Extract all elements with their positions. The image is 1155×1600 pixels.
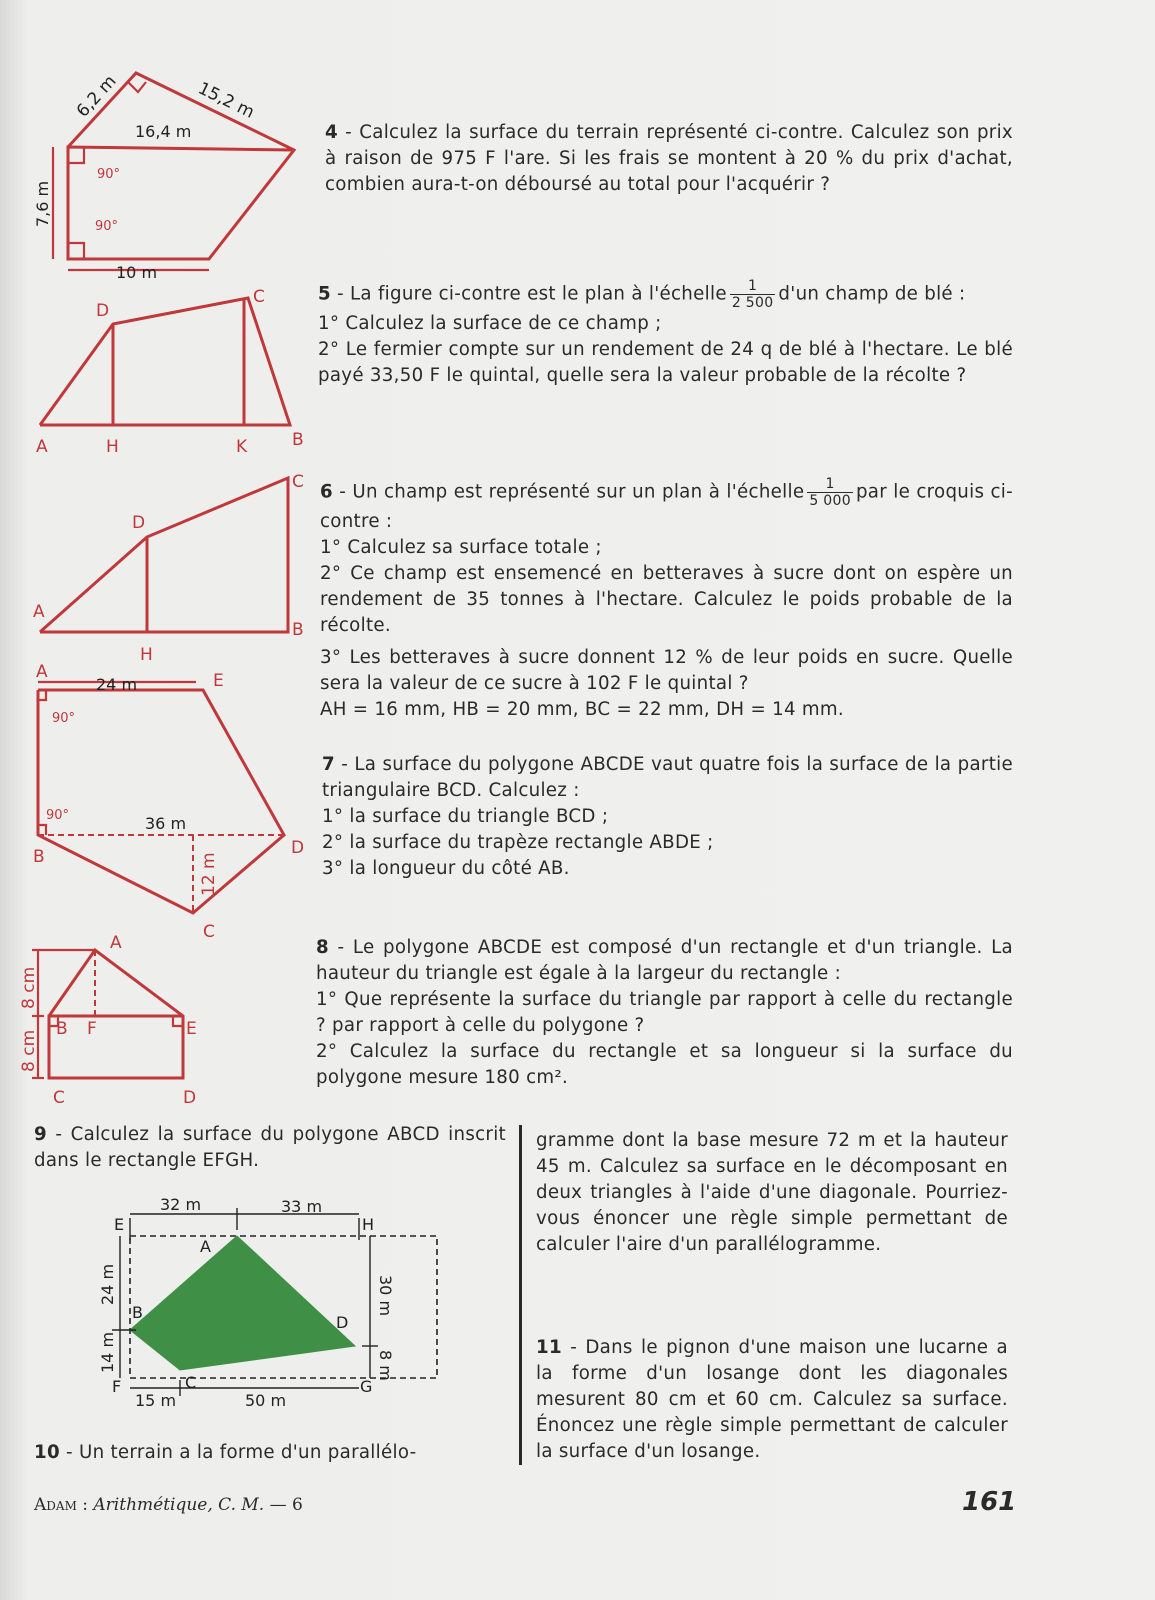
fig5-vertex-h: H <box>106 437 119 457</box>
fig8-label-bottom-height: 8 cm <box>19 1029 39 1072</box>
fig5-vertex-d: D <box>96 301 110 321</box>
problem-7-intro: La surface du polygone ABCDE vaut quatre fois la surface de la partie triangulaire BCD. Calculez : <box>322 754 1013 801</box>
problem-5-q2: 2° Le fermier compte sur un rendement de 24 q de blé à l'hectare. Le blé payé 33,50 F le quintal, quelle sera la valeur probable de la récolte ? <box>318 339 1013 386</box>
problem-9: 9 - Calculez la surface du polygone ABCD inscrit dans le rectangle EFGH. <box>34 1124 506 1171</box>
footer-author: Adam <box>34 1495 77 1515</box>
scale-numerator: 1 <box>730 278 776 295</box>
fig4-label-height: 7,6 m <box>33 180 52 227</box>
problem-4-text: Calculez la surface du terrain représenté ci-contre. Calculez son prix à raison de 975 F l'are. Si les frais se montent à 20 % du prix d'achat, combien aura-t-on déboursé au total pour l'acquérir ? <box>325 122 1013 195</box>
problem-7-q1: 1° la surface du triangle BCD ; <box>322 806 609 827</box>
fig4-label-slope: 15,2 m <box>194 78 258 123</box>
problem-5-intro: La figure ci-contre est le plan à l'échelle <box>350 283 727 305</box>
fig7-vertex-d: D <box>291 838 305 858</box>
fig5-vertex-b: B <box>292 430 304 450</box>
fig9-label-right-1: 30 m <box>376 1275 395 1317</box>
fig8-vertex-a: A <box>110 933 122 953</box>
column-separator <box>519 1125 522 1465</box>
scale-numerator: 1 <box>807 476 853 493</box>
fig4-label-side: 6,2 m <box>72 71 121 122</box>
problem-9-number: 9 <box>34 1124 47 1145</box>
problem-10-text-cont: gramme dont la base mesure 72 m et la hauteur 45 m. Calculez sa surface en le décomposant en deux triangles à l'aide d'une diagonale. Pourriez-vous énoncer une règle simple permettant de calculer l'aire d'un parallélogramme. <box>536 1130 1008 1255</box>
problem-6-q1: 1° Calculez sa surface totale ; <box>320 537 602 558</box>
figure-problem-7 <box>0 660 320 950</box>
polygon-abcd <box>130 1236 355 1370</box>
problem-10-text-start: Un terrain a la forme d'un parallélo- <box>78 1442 417 1463</box>
fig6-vertex-a: A <box>33 602 45 622</box>
fig7-label-height: 12 m <box>199 852 219 896</box>
fig8-vertex-c: C <box>53 1088 65 1108</box>
problem-10-number: 10 <box>34 1442 60 1463</box>
fig7-vertex-c: C <box>203 922 215 942</box>
fig9-vertex-d: D <box>336 1313 349 1332</box>
fig9-label-top-1: 32 m <box>160 1195 202 1214</box>
problem-6-q2: 2° Ce champ est ensemencé en betteraves à sucre dont on espère un rendement de 35 tonnes à l'hectare. Calculez le poids probable de la récolte. <box>320 563 1013 636</box>
fig7-vertex-b: B <box>33 847 45 867</box>
fig5-vertex-c: C <box>253 287 265 307</box>
problem-5-q1: 1° Calculez la surface de ce champ ; <box>318 313 662 334</box>
problem-10-continued <box>536 1128 1008 1258</box>
problem-4: 4 - Calculez la surface du terrain représenté ci-contre. Calculez son prix à raison de 975 F l'are. Si les frais se montent à 20 % du prix d'achat, combien aura-t-on déboursé au total pour l'acquérir ? <box>325 122 1013 195</box>
problem-6-measures: AH = 16 mm, HB = 20 mm, BC = 22 mm, DH = 14 mm. <box>320 699 845 720</box>
problem-6-intro: Un champ est représenté sur un plan à l'échelle <box>352 481 805 503</box>
problem-6: 6 - Un champ est représenté sur un plan à l'échelle $\frac{1}{5 000}$ par le croquis ci-contre : 1° Calculez sa surface totale ; 2° Ce champ est ensemencé en betteraves à sucre dont on espère un rendement de 35 tonnes à l'hectare. Calculez le poids probable de la récolte. 3° Les betteraves à sucre donnent 12 % de leur poids en sucre. Quelle sera la valeur de ce sucre à 102 F le quintal ? AH = 16 mm, HB = 20 mm, BC = 22 mm, DH = 14 mm. <box>320 476 1013 723</box>
problem-7: 7 - La surface du polygone ABCDE vaut quatre fois la surface de la partie triangulaire BCD. Calculez : 1° la surface du triangle BCD ; 2° la surface du trapèze rectangle ABDE ; 3° la longueur du côté AB. <box>322 752 1013 882</box>
problem-11-number: 11 <box>536 1337 562 1358</box>
fig8-vertex-d: D <box>183 1088 197 1108</box>
scale-denominator: 2 500 <box>731 295 774 311</box>
problem-8-intro: Le polygone ABCDE est composé d'un rectangle et d'un triangle. La hauteur du triangle est égale à la largeur du rectangle : <box>316 937 1013 984</box>
footer-volume: — 6 <box>264 1495 303 1515</box>
fig4-label-base: 10 m <box>116 263 158 282</box>
problem-5: 5 - La figure ci-contre est le plan à l'échelle $\frac{1}{2 500}$ d'un champ de blé : 1° Calculez la surface de ce champ ; 2° Le fermier compte sur un rendement de 24 q de blé à l'hectare. Le blé payé 33,50 F le quintal, quelle sera la valeur probable de la récolte ? <box>318 278 1013 389</box>
problem-7-number: 7 <box>322 754 335 775</box>
problem-7-q2: 2° la surface du trapèze rectangle ABDE ; <box>322 832 714 853</box>
fig6-vertex-b: B <box>292 620 304 640</box>
fig8-label-top-height: 8 cm <box>19 966 39 1009</box>
problem-8: 8 - Le polygone ABCDE est composé d'un rectangle et d'un triangle. La hauteur du triangle est égale à la largeur du rectangle : 1° Que représente la surface du triangle par rapport à celle du rectangle ? par rapport à celle du polygone ? 2° Calculez la surface du rectangle et sa longueur si la surface du polygone mesure 180 cm². <box>316 935 1013 1091</box>
problem-8-q2: 2° Calculez la surface du rectangle et sa longueur si la surface du polygone mesure 180 cm². <box>316 1041 1013 1088</box>
problem-9-text: Calculez la surface du polygone ABCD inscrit dans le rectangle EFGH. <box>34 1124 506 1171</box>
problem-6-number: 6 <box>320 481 333 503</box>
fig9-vertex-c: C <box>185 1373 197 1392</box>
page-number: 161 <box>962 1487 1017 1517</box>
fig9-label-left-2: 14 m <box>98 1331 117 1373</box>
problem-11: 11 - Dans le pignon d'une maison une lucarne a la forme d'un losange dont les diagonales mesurent 80 cm et 60 cm. Calculez sa surface. Énoncez une règle simple permettant de calculer la surface d'un losange. <box>536 1337 1009 1462</box>
fig9-vertex-f: F <box>112 1377 122 1396</box>
scale-denominator: 5 000 <box>809 493 851 509</box>
problem-10-start: 10 - Un terrain a la forme d'un parallélo- <box>34 1442 417 1463</box>
fig9-vertex-e: E <box>114 1215 125 1234</box>
fig9-label-top-2: 33 m <box>281 1197 323 1216</box>
figure-problem-9 <box>80 1190 410 1420</box>
fig6-vertex-c: C <box>292 472 304 492</box>
fig9-vertex-h: H <box>362 1215 375 1234</box>
fig9-vertex-b: B <box>132 1303 143 1322</box>
fig6-vertex-h: H <box>140 645 153 665</box>
figure-problem-8 <box>0 930 230 1110</box>
fig9-label-bottom-1: 15 m <box>135 1391 177 1410</box>
problem-6-scale <box>807 476 853 509</box>
fig9-label-bottom-2: 50 m <box>245 1391 287 1410</box>
fig4-label-diagonal: 16,4 m <box>135 122 192 141</box>
problem-6-intro-end: par le croquis ci-contre : <box>320 481 1013 532</box>
fig8-vertex-f: F <box>87 1019 97 1039</box>
problem-6-q3: 3° Les betteraves à sucre donnent 12 % de leur poids en sucre. Quelle sera la valeur de ce sucre à 102 F le quintal ? <box>320 647 1013 694</box>
problem-5-scale <box>730 278 776 311</box>
fig7-label-middle: 36 m <box>145 814 187 833</box>
fig5-vertex-k: K <box>236 437 248 457</box>
fig9-label-right-2: 8 m <box>376 1350 395 1381</box>
fig8-vertex-b: B <box>56 1019 68 1039</box>
fig7-vertex-a: A <box>36 662 48 682</box>
figure-problem-4 <box>0 0 330 290</box>
fig9-vertex-g: G <box>360 1377 373 1396</box>
figure-problem-6 <box>0 470 320 670</box>
fig5-vertex-a: A <box>36 437 48 457</box>
footer-book-info <box>34 1495 303 1515</box>
fig4-angle-bottom: 90° <box>95 219 119 234</box>
problem-11-text: Dans le pignon d'une maison une lucarne a la forme d'un losange dont les diagonales mesurent 80 cm et 60 cm. Calculez sa surface. Énoncez une règle simple permettant de calculer la surface d'un losange. <box>536 1337 1009 1462</box>
problem-8-number: 8 <box>316 937 329 958</box>
fig9-vertex-a: A <box>200 1237 211 1256</box>
footer-sep: : <box>76 1495 94 1515</box>
footer-title: Arithmétique, C. M. <box>93 1495 265 1515</box>
figure-problem-5 <box>0 280 320 460</box>
fig7-angle-bottom: 90° <box>46 808 70 823</box>
problem-5-intro-end: d'un champ de blé : <box>778 283 966 305</box>
problem-4-number: 4 <box>325 122 338 143</box>
fig8-vertex-e: E <box>186 1019 197 1039</box>
problem-7-q3: 3° la longueur du côté AB. <box>322 858 570 879</box>
fig7-angle-top: 90° <box>52 711 76 726</box>
fig7-label-top: 24 m <box>96 675 138 694</box>
fig9-label-left-1: 24 m <box>98 1263 117 1305</box>
fig4-angle-top: 90° <box>97 167 121 182</box>
fig7-vertex-e: E <box>213 671 224 691</box>
fig6-vertex-d: D <box>132 513 146 533</box>
problem-8-q1: 1° Que représente la surface du triangle par rapport à celle du rectangle ? par rapport à celle du polygone ? <box>316 989 1013 1036</box>
problem-5-number: 5 <box>318 283 331 305</box>
